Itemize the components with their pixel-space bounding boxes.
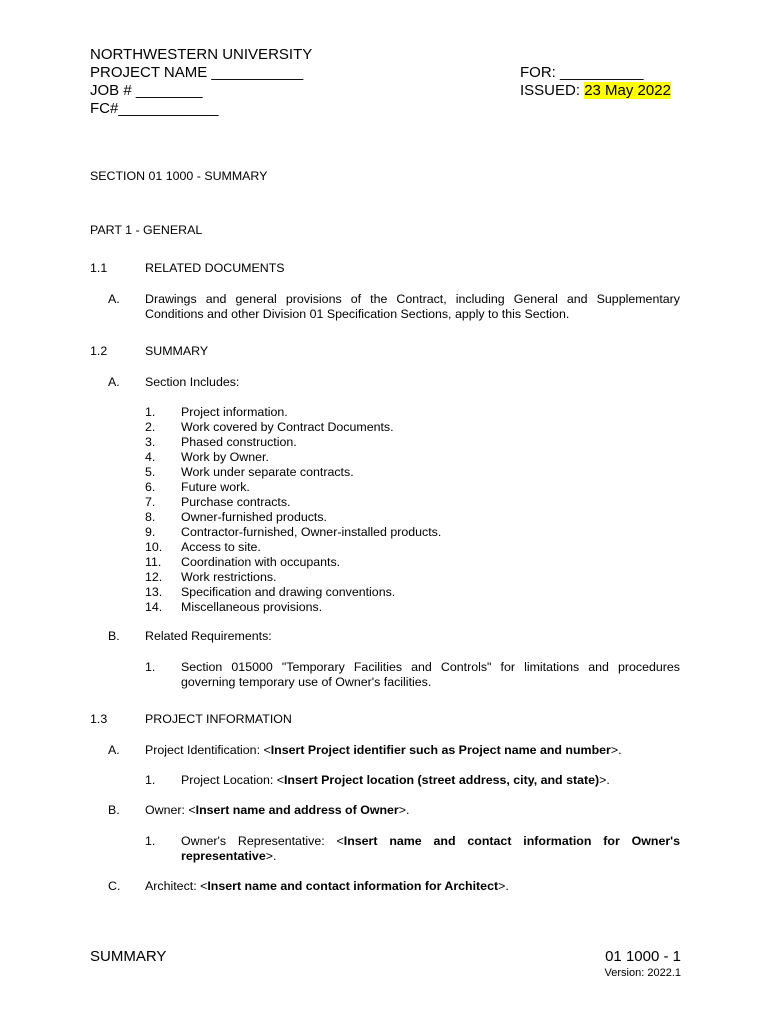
for-field: FOR: __________: [520, 64, 644, 81]
part-title: PART 1 - GENERAL: [90, 223, 203, 237]
subparagraph-number: 1.: [145, 773, 156, 787]
text-prefix: Owner's Representative: <: [181, 834, 344, 848]
list-item-text: Specification and drawing conventions.: [181, 585, 396, 599]
owner-representative: [181, 834, 680, 864]
paragraph-text: Section Includes:: [145, 375, 240, 389]
issued-field: [520, 82, 671, 99]
footer-section-name: SUMMARY: [90, 948, 167, 965]
issued-label: ISSUED:: [520, 82, 585, 99]
list-item-text: Miscellaneous provisions.: [181, 600, 323, 614]
list-item-number: 10.: [145, 540, 163, 554]
list-item-text: Access to site.: [181, 540, 261, 554]
text-suffix: >.: [398, 803, 410, 817]
job-number-field: JOB # ________: [90, 82, 203, 99]
list-item-text: Contractor-furnished, Owner-installed products.: [181, 525, 442, 539]
list-item-number: 14.: [145, 600, 163, 614]
list-item-number: 4.: [145, 450, 156, 464]
text-prefix: Architect: <: [145, 879, 208, 893]
text-suffix: >.: [265, 849, 277, 863]
text-suffix: >.: [498, 879, 509, 893]
list-item-text: Future work.: [181, 480, 250, 494]
paragraph-label: C.: [108, 879, 121, 893]
subparagraph-text: Section 015000 "Temporary Facilities and Controls" for limitations and procedures governing temporary use of Owner's facilities.: [181, 660, 680, 689]
text-suffix: >.: [610, 743, 622, 757]
list-item-number: 2.: [145, 420, 156, 434]
article-number: 1.3: [90, 712, 108, 726]
list-item-number: 12.: [145, 570, 163, 584]
list-item-number: 8.: [145, 510, 156, 524]
list-item-text: Work covered by Contract Documents.: [181, 420, 394, 434]
article-number: 1.2: [90, 344, 108, 358]
list-item-number: 11.: [145, 555, 162, 569]
text-prefix: Project Identification: <: [145, 743, 271, 757]
subparagraph-number: 1.: [145, 834, 156, 848]
section-title: SECTION 01 1000 - SUMMARY: [90, 169, 268, 183]
list-item-number: 7.: [145, 495, 156, 509]
article-title: SUMMARY: [145, 344, 209, 358]
paragraph-label: A.: [108, 375, 120, 389]
paragraph-label: A.: [108, 292, 120, 306]
article-title: PROJECT INFORMATION: [145, 712, 292, 726]
list-item-number: 1.: [145, 405, 156, 419]
article-number: 1.1: [90, 261, 108, 275]
footer-version: Version: 2022.1: [604, 967, 681, 979]
list-item-number: 6.: [145, 480, 156, 494]
issued-date: 23 May 2022: [584, 82, 671, 99]
insert-placeholder: Insert Project location (street address, city, and state): [283, 773, 600, 787]
list-item-text: Work restrictions.: [181, 570, 277, 584]
text-prefix: Project Location: <: [181, 773, 284, 787]
list-item-text: Purchase contracts.: [181, 495, 291, 509]
owner-line: [145, 803, 409, 818]
paragraph-text: Drawings and general provisions of the Contract, including General and Supplementary Conditions and other Division 01 Specification Sections, apply to this Section.: [145, 292, 680, 321]
text-suffix: >.: [599, 773, 610, 787]
list-item-text: Coordination with occupants.: [181, 555, 341, 569]
insert-placeholder: Insert name and contact information for Architect: [207, 879, 499, 893]
project-location: [181, 773, 610, 788]
architect-line: [145, 879, 509, 894]
list-item-text: Owner-furnished products.: [181, 510, 328, 524]
project-name-field: PROJECT NAME ___________: [90, 64, 304, 81]
paragraph-label: B.: [108, 803, 120, 817]
list-item-text: Phased construction.: [181, 435, 297, 449]
article-title: RELATED DOCUMENTS: [145, 261, 285, 275]
insert-placeholder: Insert Project identifier such as Project name and number: [270, 743, 611, 757]
org-name: NORTHWESTERN UNIVERSITY: [90, 46, 313, 63]
insert-placeholder: Insert name and address of Owner: [195, 803, 399, 817]
subparagraph-number: 1.: [145, 660, 156, 674]
paragraph-text: Related Requirements:: [145, 629, 272, 643]
insert-placeholder: Insert name and contact information for Owner's representative: [181, 834, 680, 863]
project-identification: [145, 743, 622, 758]
list-item-number: 3.: [145, 435, 156, 449]
text-prefix: Owner: <: [145, 803, 196, 817]
list-item-text: Work under separate contracts.: [181, 465, 354, 479]
list-item-text: Work by Owner.: [181, 450, 269, 464]
list-item-number: 5.: [145, 465, 156, 479]
paragraph-label: A.: [108, 743, 120, 757]
list-item-number: 9.: [145, 525, 156, 539]
list-item-number: 13.: [145, 585, 163, 599]
list-item-text: Project information.: [181, 405, 288, 419]
fc-number-field: FC#____________: [90, 100, 219, 117]
paragraph-label: B.: [108, 629, 120, 643]
footer-page-number: 01 1000 - 1: [605, 948, 681, 965]
